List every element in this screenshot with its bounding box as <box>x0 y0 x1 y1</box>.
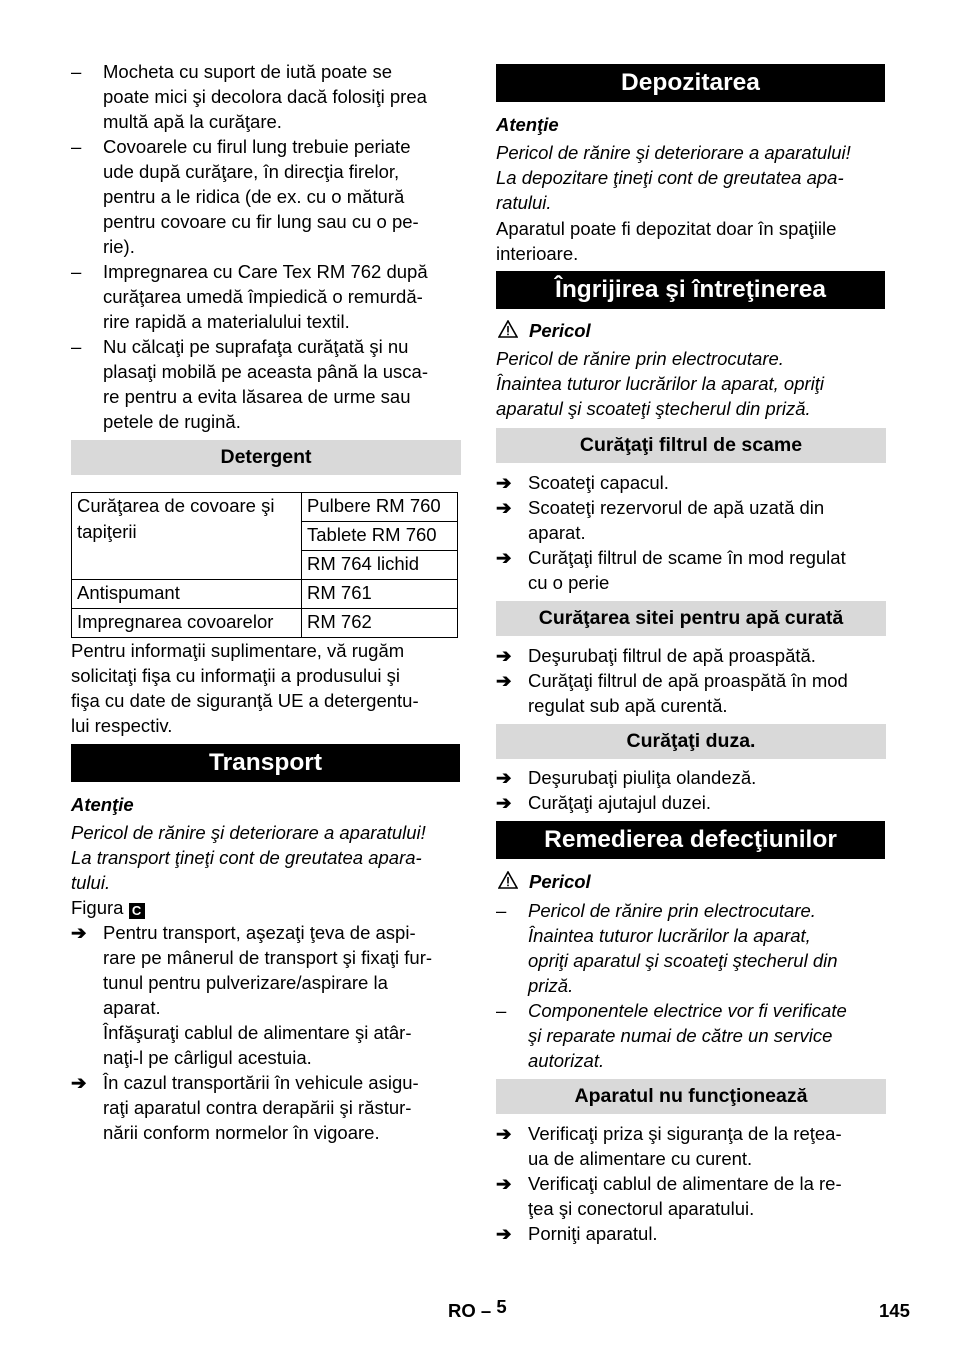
text-line: Scoateţi rezervorul de apă uzată din <box>528 497 825 518</box>
text-line: lui respectiv. <box>71 715 173 736</box>
text-line: poate mici şi decolora dacă folosiţi prea <box>103 86 427 107</box>
remedierea-heading: Remedierea defecţiunilor <box>496 821 885 859</box>
arrow-right-icon: ➔ <box>496 1123 512 1144</box>
text-line: Pericol de rănire şi deteriorare a aparatului! <box>71 822 426 843</box>
dash-marker: – <box>71 61 82 82</box>
dash-marker: – <box>71 261 82 282</box>
text-line: aparat. <box>103 997 161 1018</box>
text-line: multă apă la curăţare. <box>103 111 282 132</box>
text-line: rire rapidă a materialului textil. <box>103 311 350 332</box>
depozitarea-heading: Depozitarea <box>496 64 885 102</box>
text-line: Aparatul poate fi depozitat doar în spaţiile <box>496 218 837 239</box>
arrow-right-icon: ➔ <box>496 645 512 666</box>
text-line: autorizat. <box>528 1050 605 1071</box>
text-line: opriţi aparatul şi scoateţi ştecherul din <box>528 950 838 971</box>
arrow-right-icon: ➔ <box>496 792 512 813</box>
text-line: Pentru transport, aşezaţi ţeva de aspi- <box>103 922 416 943</box>
text-line: Nu călcaţi pe suprafaţa curăţată şi nu <box>103 336 409 357</box>
text-line: Verificaţi cablul de alimentare de la re- <box>528 1173 842 1194</box>
text-line: petele de rugină. <box>103 411 241 432</box>
text-line: Deşurubaţi filtrul de apă proaspătă. <box>528 645 816 666</box>
text-line: Porniţi aparatul. <box>528 1223 658 1244</box>
table-cell-label: Curăţarea de covoare şi tapiţerii <box>72 493 302 580</box>
text-line: priză. <box>528 975 574 996</box>
text-line: interioare. <box>496 243 579 264</box>
text-line: raţi aparatul contra derapării şi răstur- <box>103 1097 412 1118</box>
text-line: naţi-l pe cârligul acestuia. <box>103 1047 312 1068</box>
text-line: Scoateţi capacul. <box>528 472 669 493</box>
warning-triangle-icon <box>498 871 518 889</box>
detergent-table <box>71 492 458 638</box>
text-line: plasaţi mobilă pe aceasta până la usca- <box>103 361 428 382</box>
text-line: regulat sub apă curentă. <box>528 695 728 716</box>
arrow-right-icon: ➔ <box>496 767 512 788</box>
text-line: Pericol de rănire prin electrocutare. <box>528 900 816 921</box>
text-line: Pentru informaţii suplimentare, vă rugăm <box>71 640 405 661</box>
page-number: 145 <box>879 1300 910 1321</box>
warning-triangle-icon <box>498 320 518 338</box>
table-cell-value: Tablete RM 760 <box>302 522 458 551</box>
text-line: Mocheta cu suport de iută poate se <box>103 61 392 82</box>
text-line: cu o perie <box>528 572 610 593</box>
text-line: rie). <box>103 236 135 257</box>
text-line: Deşurubaţi piuliţa olandeză. <box>528 767 757 788</box>
text-line: tului. <box>71 872 111 893</box>
text-line: fişa cu date de siguranţă UE a detergentu- <box>71 690 419 711</box>
detergent-heading: Detergent <box>71 440 461 475</box>
table-row <box>72 609 458 638</box>
text-line: ţea şi conectorul aparatului. <box>528 1198 755 1219</box>
text-line: re pentru a evita lăsarea de urme sau <box>103 386 411 407</box>
filtru-heading: Curăţaţi filtrul de scame <box>496 428 886 463</box>
dash-marker: – <box>496 900 507 921</box>
dash-marker: – <box>496 1000 507 1021</box>
text-line: În cazul transportării în vehicule asigu- <box>103 1072 419 1093</box>
text-line: nării conform normelor în vigoare. <box>103 1122 380 1143</box>
text-line: Componentele electrice vor fi verificate <box>528 1000 847 1021</box>
text-line: Curăţaţi filtrul de scame în mod regulat <box>528 547 846 568</box>
figure-reference: Figura C <box>71 895 145 920</box>
text-line: aparatul şi scoateţi ştecherul din priză. <box>496 398 811 419</box>
arrow-right-icon: ➔ <box>496 670 512 691</box>
arrow-right-icon: ➔ <box>496 1173 512 1194</box>
text-line: Înaintea tuturor lucrărilor la aparat, <box>528 925 811 946</box>
text-line: curăţarea umedă împiedică o remurdă- <box>103 286 423 307</box>
table-cell-label: Impregnarea covoarelor <box>72 609 302 638</box>
arrow-right-icon: ➔ <box>71 922 87 943</box>
text-line: ratului. <box>496 192 552 213</box>
text-line: rare pe mânerul de transport şi fixaţi fur- <box>103 947 433 968</box>
arrow-right-icon: ➔ <box>496 1223 512 1244</box>
dash-marker: – <box>71 136 82 157</box>
text-line: şi reparate numai de către un service <box>528 1025 833 1046</box>
text-line: solicitaţi fişa cu informaţii a produsului şi <box>71 665 401 686</box>
table-cell-value: RM 764 lichid <box>302 551 458 580</box>
dash-marker: – <box>71 336 82 357</box>
text-line: Covoarele cu firul lung trebuie periate <box>103 136 411 157</box>
atentie-label: Atenţie <box>496 114 559 135</box>
transport-heading: Transport <box>71 744 460 782</box>
table-cell-label: Antispumant <box>72 580 302 609</box>
table-cell-value: RM 762 <box>302 609 458 638</box>
arrow-right-icon: ➔ <box>496 472 512 493</box>
text-line: La transport ţineţi cont de greutatea apara- <box>71 847 422 868</box>
arrow-right-icon: ➔ <box>71 1072 87 1093</box>
table-cell-value: Pulbere RM 760 <box>302 493 458 522</box>
text-line: Înaintea tuturor lucrărilor la aparat, opriţi <box>496 373 825 394</box>
ingrijire-heading: Îngrijirea şi întreţinerea <box>496 271 885 309</box>
text-line: Impregnarea cu Care Tex RM 762 după <box>103 261 428 282</box>
text-line: pentru a le ridica (de ex. cu o mătură <box>103 186 405 207</box>
figure-c-icon: C <box>129 903 145 919</box>
atentie-label: Atenţie <box>71 794 134 815</box>
arrow-right-icon: ➔ <box>496 547 512 568</box>
table-row <box>72 493 458 522</box>
text-line: ua de alimentare cu curent. <box>528 1148 753 1169</box>
text-line: Pericol de rănire prin electrocutare. <box>496 348 784 369</box>
text-line: ude după curăţare, în direcţia firelor, <box>103 161 400 182</box>
text-line: Curăţaţi filtrul de apă proaspătă în mod <box>528 670 848 691</box>
text-line: Verificaţi priza şi siguranţa de la reţea- <box>528 1123 842 1144</box>
page-footer-left: RO – 5 <box>448 1296 507 1321</box>
text-line: Înfăşuraţi cablul de alimentare şi atâr- <box>103 1022 412 1043</box>
nu-functioneaza-heading: Aparatul nu funcţionează <box>496 1079 886 1114</box>
text-line: aparat. <box>528 522 586 543</box>
arrow-right-icon: ➔ <box>496 497 512 518</box>
text-line: Pericol de rănire şi deteriorare a aparatului! <box>496 142 851 163</box>
sita-heading: Curăţarea sitei pentru apă curată <box>496 601 886 636</box>
text-line: tunul pentru pulverizare/aspirare la <box>103 972 388 993</box>
table-cell-value: RM 761 <box>302 580 458 609</box>
text-line: Curăţaţi ajutajul duzei. <box>528 792 712 813</box>
text-line: pentru covoare cu fir lung sau cu o pe- <box>103 211 419 232</box>
table-row <box>72 580 458 609</box>
text-line: La depozitare ţineţi cont de greutatea apa- <box>496 167 844 188</box>
duza-heading: Curăţaţi duza. <box>496 724 886 759</box>
